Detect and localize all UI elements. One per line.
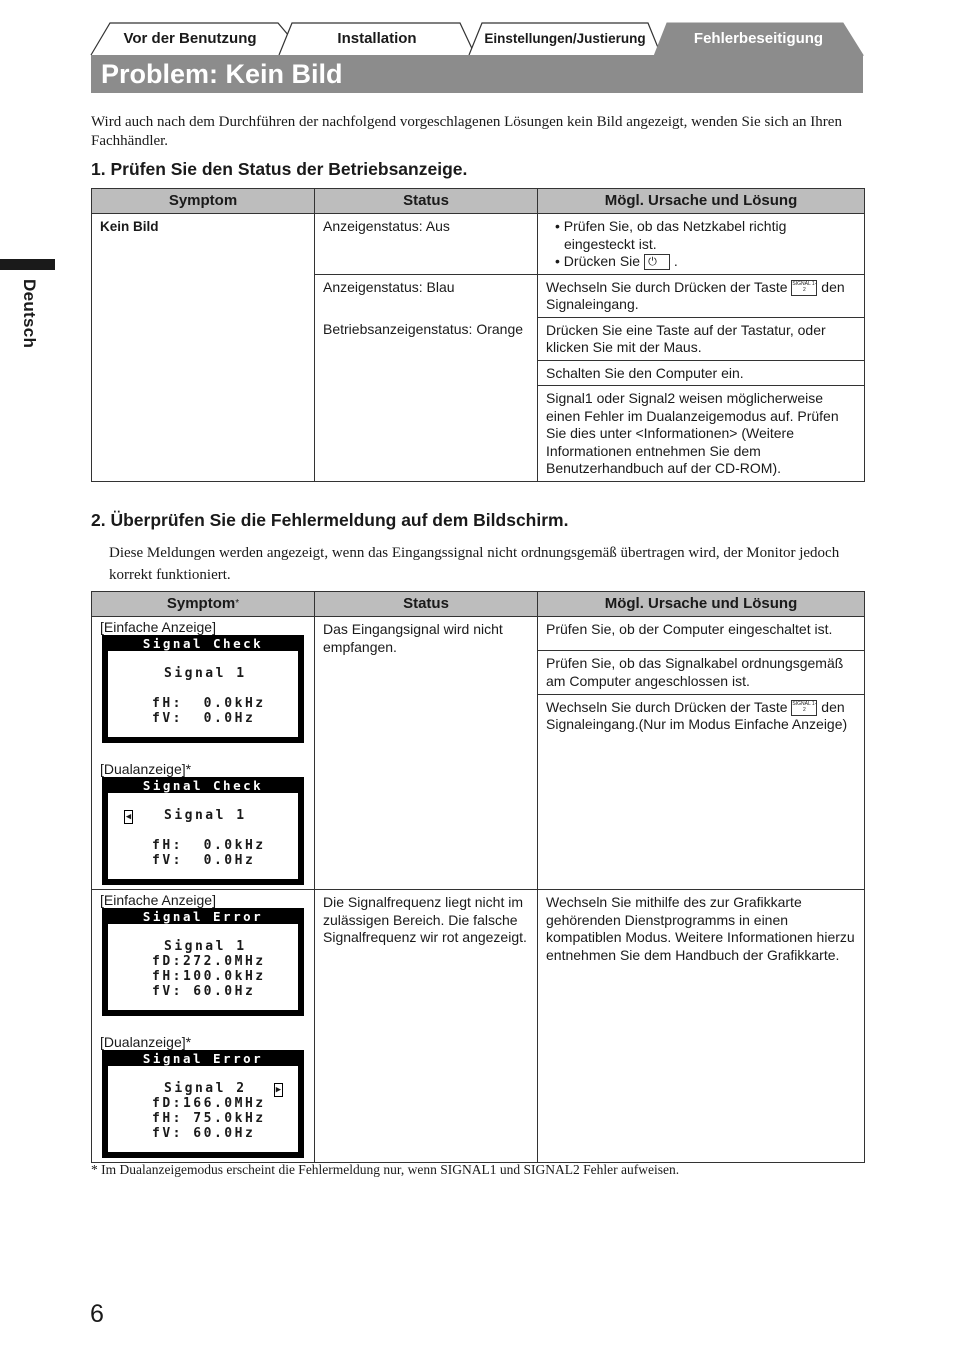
solution-cell: Signal1 oder Signal2 weisen möglicherweise einen Fehler im Dualanzeigemodus auf. Prüfen Sie dies unter <Informationen> (Weitere Informationen entnehmen Sie dem Benutzerhandbuch auf der CD-ROM). xyxy=(538,386,865,482)
col-header: Symptom xyxy=(92,189,315,214)
col-header: Status xyxy=(315,592,538,617)
osd-title: Signal Error xyxy=(142,1051,264,1066)
bullet-text-end: . xyxy=(673,253,678,269)
solution-cell: Wechseln Sie mithilfe des zur Grafikkarte gehörenden Dienstprogramms in einen kompatiblen Modus. Weitere Informationen hierzu entnehmen Sie dem Handbuch der Grafikkarte. xyxy=(538,890,865,1163)
status-cell: Betriebsanzeigenstatus: Orange xyxy=(315,317,538,481)
osd-fv: fV: 60.0Hz xyxy=(152,1126,256,1141)
side-marker xyxy=(0,259,55,270)
tab-label: Fehlerbeseitigung xyxy=(693,30,824,47)
list-item: • Prüfen Sie, ob das Netzkabel richtig eingesteckt ist. xyxy=(555,218,787,252)
osd-signal: Signal 1 xyxy=(164,808,247,823)
page-number: 6 xyxy=(90,1300,104,1328)
status-cell: Die Signalfrequenz liegt nicht im zulässigen Bereich. Die falsche Signalfrequenz wir rot angezeigt. xyxy=(315,890,538,1163)
osd-fd: fD:272.0MHz xyxy=(152,954,266,969)
solution-text: Wechseln Sie durch Drücken der Taste xyxy=(546,698,788,715)
footnote: * Im Dualanzeigemodus erscheint die Fehlermeldung nur, wenn SIGNAL1 und SIGNAL2 Fehler aufweisen. xyxy=(91,1162,680,1177)
solution-cell: Prüfen Sie, ob der Computer eingeschaltet ist. xyxy=(538,617,865,651)
col-header: Mögl. Ursache und Lösung xyxy=(538,189,865,214)
solution-cell: Drücken Sie eine Taste auf der Tastatur, oder klicken Sie mit der Maus. xyxy=(538,317,865,360)
solution-cell xyxy=(538,694,865,889)
language-label: Deutsch xyxy=(20,279,39,349)
solution-text: den Signaleingang. xyxy=(546,278,845,312)
osd-fh: fH: 0.0kHz xyxy=(152,838,266,853)
tab-installation[interactable] xyxy=(278,22,476,55)
signal-key-icon: SIGNAL 1-2 xyxy=(791,280,817,296)
power-button-icon: ⏻ xyxy=(644,254,670,270)
osd-fh: fH: 75.0kHz xyxy=(152,1111,266,1126)
symptom-cell: Kein Bild xyxy=(92,214,315,482)
status-table xyxy=(91,188,865,482)
signal-key-icon: SIGNAL 1-2 xyxy=(791,700,817,716)
symptom-cell xyxy=(92,617,315,890)
solution-cell xyxy=(538,214,865,275)
tab-vor-der-benutzung[interactable] xyxy=(90,22,290,55)
header-text: Symptom xyxy=(166,595,236,613)
section1-heading: 1. Prüfen Sie den Status der Betriebsanzeige. xyxy=(91,159,468,179)
page-title: Problem: Kein Bild xyxy=(101,59,343,89)
col-header: Status xyxy=(315,189,538,214)
tab-bar xyxy=(90,22,864,56)
footnote-mark: * xyxy=(235,598,240,610)
col-header xyxy=(92,592,315,617)
solution-text: Wechseln Sie durch Drücken der Taste xyxy=(546,278,788,295)
osd-title: Signal Error xyxy=(142,909,264,924)
osd-signal: Signal 1 xyxy=(164,939,247,954)
section2-intro: Diese Meldungen werden angezeigt, wenn das Eingangssignal nicht ordnungsgemäß übertragen wird, der Monitor jedoch korrekt funktioniert. xyxy=(109,545,840,583)
osd-fv: fV: 0.0Hz xyxy=(152,711,256,726)
osd-body xyxy=(108,1066,298,1152)
osd-signal: Signal 1 xyxy=(164,666,247,681)
tab-fehlerbeseitigung[interactable] xyxy=(653,22,864,55)
title-bar xyxy=(91,55,863,93)
osd-title: Signal Check xyxy=(142,778,264,793)
osd-fv: fV: 60.0Hz xyxy=(152,984,256,999)
osd-signal: Signal 2 xyxy=(164,1081,247,1096)
osd-fh: fH: 0.0kHz xyxy=(152,696,266,711)
status-cell: Anzeigenstatus: Blau xyxy=(315,274,538,317)
solution-text: den Signaleingang.(Nur im Modus Einfache Anzeige) xyxy=(546,698,848,733)
bullet-text: Prüfen Sie, ob das Netzkabel richtig eingesteckt ist. xyxy=(563,218,787,252)
osd-fv: fV: 0.0Hz xyxy=(152,853,256,868)
osd-fh: fH:100.0kHz xyxy=(152,969,266,984)
tab-label: Installation xyxy=(337,30,417,47)
caption: [Dualanzeige]* xyxy=(100,761,192,777)
caption: [Einfache Anzeige] xyxy=(100,892,216,908)
tab-einstellungen[interactable] xyxy=(468,22,662,55)
right-arrow-icon: ▶ xyxy=(275,1085,282,1095)
caption: [Dualanzeige]* xyxy=(100,1034,192,1050)
list-item: • Drücken Sie ⏻ . xyxy=(555,253,678,269)
caption: [Einfache Anzeige] xyxy=(100,619,216,635)
left-arrow-icon: ◀ xyxy=(125,812,132,822)
solution-cell: Schalten Sie den Computer ein. xyxy=(538,360,865,386)
tab-label: Einstellungen/Justierung xyxy=(484,31,646,46)
solution-cell: Prüfen Sie, ob das Signalkabel ordnungsgemäß am Computer angeschlossen ist. xyxy=(538,651,865,694)
bullet-text: Drücken Sie xyxy=(563,253,641,269)
error-table xyxy=(91,591,865,1163)
osd-body xyxy=(108,651,298,737)
osd-title: Signal Check xyxy=(142,636,264,651)
osd-signal-error-single xyxy=(102,908,304,1016)
status-cell: Das Eingangsignal wird nicht empfangen. xyxy=(315,617,538,890)
status-cell: Anzeigenstatus: Aus xyxy=(315,214,538,275)
col-header: Mögl. Ursache und Lösung xyxy=(538,592,865,617)
osd-fd: fD:166.0MHz xyxy=(152,1096,266,1111)
osd-signal-check-dual xyxy=(102,777,304,885)
symptom-cell xyxy=(92,890,315,1163)
tab-label: Vor der Benutzung xyxy=(123,30,257,47)
intro-text: Wird auch nach dem Durchführen der nachfolgend vorgeschlagenen Lösungen kein Bild angezeigt, wenden Sie sich an Ihren Fachhändler. xyxy=(91,114,842,149)
section2-heading: 2. Überprüfen Sie die Fehlermeldung auf dem Bildschirm. xyxy=(91,510,569,530)
osd-signal-check-single xyxy=(102,635,304,743)
osd-body xyxy=(108,793,298,879)
osd-body xyxy=(108,924,298,1010)
osd-signal-error-dual xyxy=(102,1050,304,1158)
solution-cell xyxy=(538,274,865,317)
